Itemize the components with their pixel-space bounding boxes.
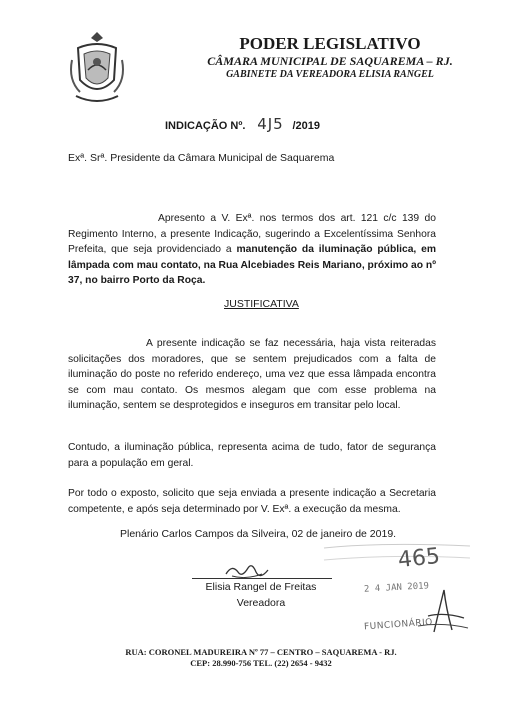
indicacao-label: INDICAÇÃO Nº. [165,120,246,132]
chamber-title: CÂMARA MUNICIPAL DE SAQUAREMA – RJ. [207,54,453,68]
protocol-date: 2 4 JAN 2019 [363,581,430,595]
footer-contact: CEP: 28.990-756 TEL. (22) 2654 - 9432 [190,658,332,668]
org-title: PODER LEGISLATIVO [239,34,421,53]
justificativa-title: JUSTIFICATIVA [224,298,299,310]
paragraph-justification [68,336,436,414]
indicacao-line [165,115,320,133]
paragraph-contudo [68,440,436,471]
signer-name: Elisia Rangel de Freitas [205,581,317,593]
signature-line [192,578,332,579]
justification-text: A presente indicação se faz necessária, haja vista reiteradas solicitações dos moradores, que se sentem prejudicados com a falta de iluminação do poste no referido endereço, uma vez que essa lâmpada encontra se com mau contato. Os mesmos alegam que com esse problema na iluminação, sentem se desprotegidos e inseguros em transitar pelo local. [68,338,436,411]
conclusion-text: Por todo o exposto, solicito que seja enviada a presente indicação a Secretaria competente, e após seja determinado por V. Exª. a execução da mesma. [68,488,436,515]
paragraph-conclusion [68,486,436,517]
signer-role: Vereadora [236,597,286,609]
footer-address: RUA: CORONEL MADUREIRA Nº 77 – CENTRO – SAQUAREMA - RJ. [125,647,397,657]
request-text: Apresento a V. Exª. nos termos dos art. 121 c/c 139 do Regimento Interno, a presente Indicação, sugerindo a Excelentíssima Senhora Prefeita, que seja providenciado a [68,213,436,255]
contudo-text: Contudo, a iluminação pública, representa acima de tudo, fator de segurança para a população em geral. [68,442,436,469]
indicacao-year: /2019 [292,120,320,132]
office-title: GABINETE DA VEREADORA ELISIA RANGEL [226,69,434,80]
addressee: Exª. Srª. Presidente da Câmara Municipal de Saquarema [68,152,335,164]
paragraph-request [68,211,436,289]
protocol-number: 465 [396,543,442,574]
coat-of-arms-icon [66,30,128,108]
request-bold-text: manutenção da iluminação pública, em lâmpada com mau contato, na Rua Alcebiades Reis Mariano, próximo ao nº 37, no bairro Porto da Roça. [68,244,437,286]
clerk-label: FUNCIONÁRIO [363,617,434,633]
place-date: Plenário Carlos Campos da Silveira, 02 de janeiro de 2019. [120,528,397,540]
indicacao-number: 4J5 [257,115,284,133]
clerk-initials-icon [414,586,470,636]
